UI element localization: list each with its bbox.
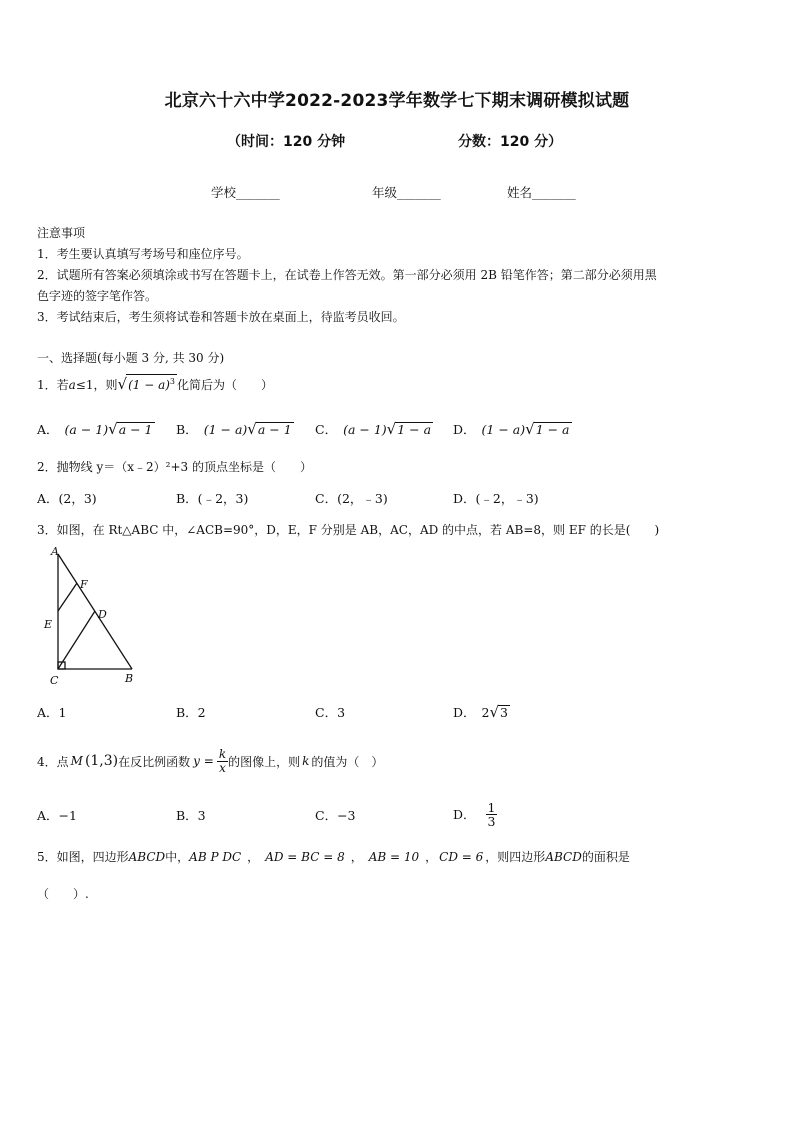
q4-prefix: 4．点 [37,754,69,769]
q4-post: 的图像上，则 [228,754,301,769]
q5-post: ，则四边形 [485,850,546,864]
q4-option-c[interactable]: C．−3 [315,808,356,823]
option-label: D． [453,705,476,720]
q2-option-d[interactable]: D．(﹣2，﹣3) [453,491,539,506]
q1-suffix: 化简后为（ ） [177,378,274,392]
q1-prefix: 1．若 [37,378,69,392]
question-1-stem [37,374,273,393]
q5-end: 的面积是 [581,850,630,864]
q5-eq3: CD = 6 [439,850,484,864]
q5-relation: AB P DC [189,850,242,864]
q1-condition: ≤1，则 [75,378,118,392]
radical-sign: √ [117,375,128,393]
page-title: 北京六十六中学2022-2023学年数学七下期末调研模拟试题 [164,91,630,111]
label-f: F [80,578,88,591]
question-4-stem [37,744,383,778]
q4-option-a[interactable]: A．−1 [37,808,77,823]
q1-var: a [68,378,76,392]
option-label: D． [453,807,476,822]
option-coef: (1 − a) [203,422,248,437]
segment-ef [58,583,77,611]
option-label: B． [176,422,198,437]
name-field: 姓名_______ [507,185,576,200]
q4-option-d[interactable] [453,796,497,832]
q1-radicand-text: (1 − a) [128,378,170,392]
option-radicand: 3 [500,705,508,720]
option-coef: 2 [481,705,490,720]
note-item: 色字迹的签字笔作答。 [37,289,158,303]
question-2-stem: 2．抛物线 y＝（x﹣2）²+3 的顶点坐标是（ ） [37,460,312,474]
label-a: A [51,545,59,558]
option-label: A． [37,422,59,437]
notes-heading: 注意事项 [37,226,86,240]
q3-option-c[interactable]: C．3 [315,705,346,720]
exam-time: （时间：120 分钟 [227,134,346,150]
q1-option-b[interactable] [176,420,294,438]
note-item: 3．考试结束后，考生须将试卷和答题卡放在桌面上，待监考员收回。 [37,310,405,324]
option-label: D． [453,422,476,437]
option-radicand: a − 1 [118,422,153,437]
q1-option-c[interactable] [315,420,433,438]
note-item: 1．考生要认真填写考场号和座位序号。 [37,247,249,261]
q4-point: M [70,754,83,768]
option-radicand: 1 − a [535,422,570,437]
label-c: C [50,674,59,687]
q4-mid: 在反比例函数 [118,754,191,769]
q1-exponent: 3 [169,377,175,386]
q5-quad2: ABCD [545,850,582,864]
q2-option-c[interactable]: C．(2，﹣3) [315,491,388,506]
option-radicand: 1 − a [397,422,432,437]
radical-sign: √ [489,703,500,721]
option-coef: (a − 1) [343,422,387,437]
option-coef: (1 − a) [481,422,526,437]
q4-fraction [217,748,228,775]
q5-mid: 中， [165,850,190,864]
q5-quad: ABCD [128,850,166,864]
q5-prefix: 5．如图，四边形 [37,850,129,864]
q4-end: 的值为（ ） [311,754,384,769]
radical-sign: √ [108,420,118,438]
radical-sign: √ [525,420,535,438]
label-b: B [125,672,134,685]
q4-function-y: y = [193,754,214,768]
q5-blank: （ ）. [37,887,89,901]
radical-sign: √ [247,420,257,438]
q3-option-b[interactable]: B．2 [176,705,206,720]
q5-eq2: AB = 10 [368,850,420,864]
note-item: 2．试题所有答案必须填涂或书写在答题卡上，在试卷上作答无效。第一部分必须用 2B 铅笔作答；第二部分必须用黑 [37,268,657,282]
q2-option-b[interactable]: B．(﹣2，3) [176,491,249,506]
fraction-denominator: x [219,760,226,775]
option-radicand: a − 1 [257,422,292,437]
q1-radicand [126,374,177,392]
q4-k: k [302,754,310,768]
q5-eq1: AD = BC = 8 [265,850,345,864]
fraction-denominator: 3 [487,813,496,829]
q3-option-d[interactable] [453,703,510,721]
q4-option-b[interactable]: B．3 [176,808,206,823]
school-field: 学校_______ [211,185,280,200]
radical-sign: √ [386,420,397,438]
grade-field: 年级_______ [372,185,441,200]
option-fraction [486,801,498,828]
q1-option-d[interactable] [453,420,572,438]
triangle-diagram [40,544,150,690]
question-5-stem: 5．如图，四边形ABCD中，AB P DC ， AD = BC = 8 ， AB = 10 ， CD = 6 ，则四边形ABCD的面积是 [37,850,630,864]
q3-option-a[interactable]: A．1 [37,705,67,720]
section-heading: 一、选择题(每小题 3 分, 共 30 分) [37,351,225,365]
label-d: D [98,608,107,621]
question-3-stem: 3．如图，在 Rt△ABC 中，∠ACB=90°，D，E，F 分别是 AB，AC，AD 的中点，若 AB=8，则 EF 的长是( ) [37,523,660,537]
label-e: E [44,618,53,631]
exam-score: 分数：120 分） [458,134,563,150]
fraction-numerator: 1 [487,799,496,815]
option-label: C． [315,422,338,437]
option-coef: (a − 1) [64,422,109,437]
fraction-numerator: k [218,746,227,761]
q4-coords: (1,3) [84,753,119,769]
q1-option-a[interactable] [37,420,155,438]
segment-cd [58,611,95,669]
q2-option-a[interactable]: A．(2，3) [37,491,97,506]
